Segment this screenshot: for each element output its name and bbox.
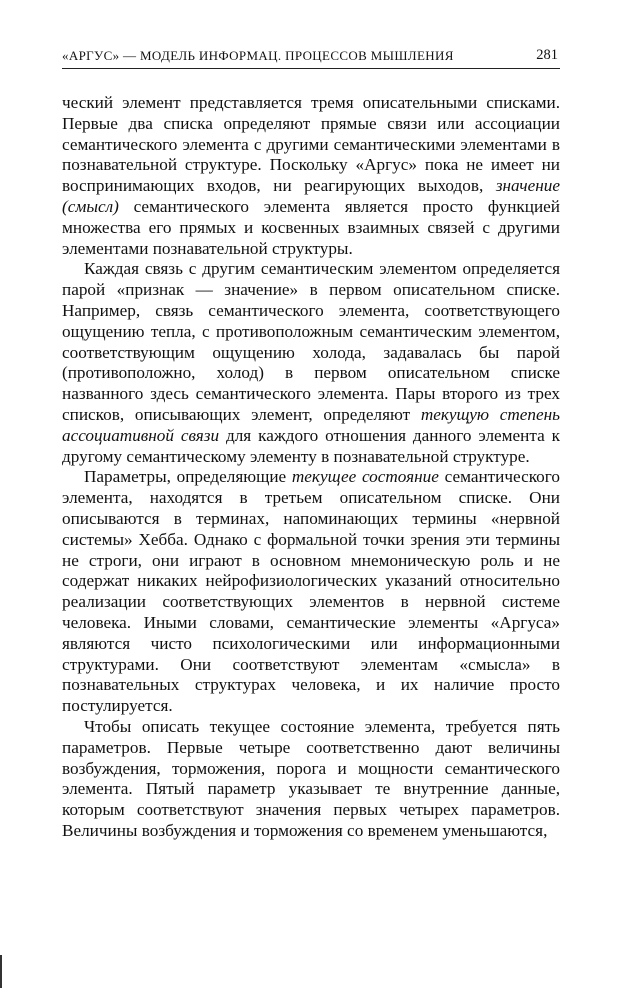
paragraph-4: [62, 717, 560, 842]
paragraph-3: [62, 467, 560, 717]
text-run: Каждая связь с другим семантическим элементом определяется парой «признак — значение» в первом описательном списке. Например, связь семантического элемента, соответствующего ощущению тепла, с противоположным семантическим элементом, соответствующим ощущению холода, задавалась бы парой (противоположно, холод) в первом описательном списке названного здесь семантического элемента. Пары второго из трех списков, описывающих элемент, определяют: [62, 259, 560, 424]
body-text: [62, 93, 560, 842]
running-header: [62, 42, 560, 69]
text-run: для каждого отношения данного элемента к другому семантическому элементу в познавательной структуре.: [62, 425, 560, 466]
text-run: ческий элемент представляется тремя описательными списками. Первые два списка определяют прямые связи или ассоциации семантического элемента с другими семантическими элементами в познавательной структуре. Поскольку «Аргус» пока не имеет ни воспринимающих входов, ни реагирующих выходов,: [62, 93, 560, 196]
running-title: «АРГУС» — МОДЕЛЬ ИНФОРМАЦ. ПРОЦЕССОВ МЫШЛЕНИЯ: [62, 48, 454, 63]
page-number: 281: [536, 47, 558, 63]
text-run: Чтобы описать текущее состояние элемента, требуется пять параметров. Первые четыре соответственно дают величины возбуждения, торможения, порога и мощности семантического элемента. Пятый параметр указывает те внутренние данные, которым соответствуют значения первых четырех параметров. Величины возбуждения и торможения со временем уменьшаются,: [62, 716, 560, 840]
text-run: семантического элемента, находятся в третьем описательном списке. Они описываются в терминах, напоминающих термины «нервной системы» Хебба. Однако с формальной точки зрения эти термины не строги, они играют в основном мнемоническую роль и не содержат никаких нейрофизиологических указаний относительно реализации соответствующих элементов в нервной системе человека. Иными словами, семантические элементы «Аргуса» являются чисто психологическими или информационными структурами. Они соответствуют элементам «смысла» в познавательных структурах человека, и их наличие просто постулируется.: [62, 467, 560, 716]
scan-edge-mark: [0, 955, 2, 988]
italic-run: значение (смысл): [62, 176, 560, 216]
paragraph-1: [62, 93, 560, 259]
paragraph-2: [62, 259, 560, 467]
italic-run: текущую степень ассоциативной связи: [62, 404, 560, 445]
text-run: семантического элемента является просто функцией множества его прямых и косвенных взаимных связей с другими элементами познавательной структуры.: [62, 196, 560, 258]
text-run: Параметры, определяющие: [84, 467, 292, 487]
italic-run: текущее состояние: [291, 467, 439, 487]
